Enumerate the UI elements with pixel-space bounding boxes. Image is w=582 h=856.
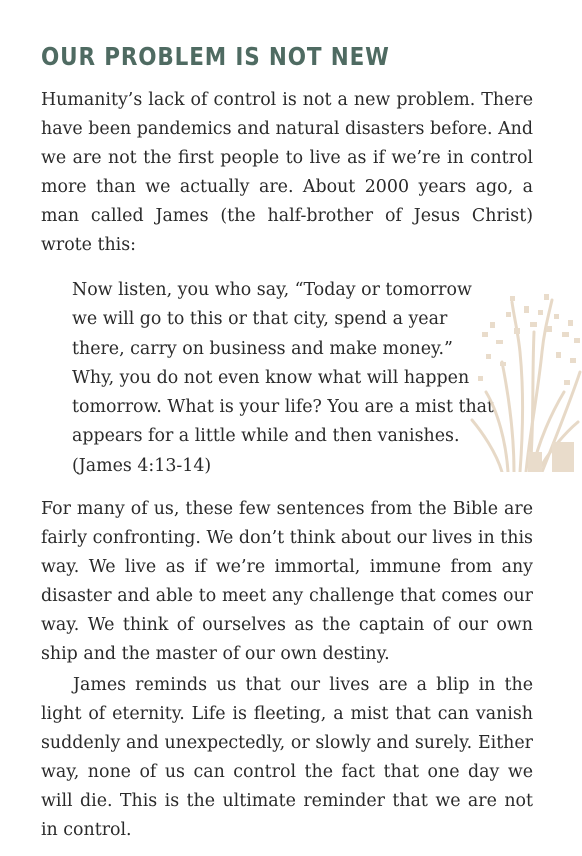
intro-paragraph: Humanity’s lack of control is not a new problem. There have been pandemics and natural disasters before. And we are not the first people to live as if we’re in control more than we actually are. About 2000 years ago, a man called James (the half-brother of Jesus Christ) wrote this: [41, 90, 533, 255]
quote-line: Now listen, you who say, “Today or tomorrow [72, 280, 472, 300]
quote-line: Why, you do not even know what will happen [72, 367, 470, 388]
scripture-quote [72, 276, 522, 481]
quote-reference: (James 4:13-14) [72, 455, 212, 476]
quote-line: appears for a little while and then vanishes. [72, 426, 460, 447]
body-paragraph-reminder: James reminds us that our lives are a blip in the light of eternity. Life is fleeting, a mist that can vanish suddenly and unexpectedly, or slowly and surely. Either way, none of us can control the fact that one day we will die. This is the ultimate reminder that we are not in control. [41, 675, 533, 840]
section-heading: OUR PROBLEM IS NOT NEW [41, 42, 390, 71]
body-paragraph-confronting: For many of us, these few sentences from the Bible are fairly confronting. We don’t think about our lives in this way. We live as if we’re immortal, immune from any disaster and able to meet any challenge that comes our way. We think of ourselves as the captain of our own ship and the master of our own destiny. [41, 499, 533, 664]
dry-grass-illustration-icon [468, 292, 582, 472]
quote-line: tomorrow. What is your life? You are a mist that [72, 397, 495, 418]
quote-line: we will go to this or that city, spend a year [72, 309, 448, 330]
quote-line: there, carry on business and make money.” [72, 338, 453, 359]
